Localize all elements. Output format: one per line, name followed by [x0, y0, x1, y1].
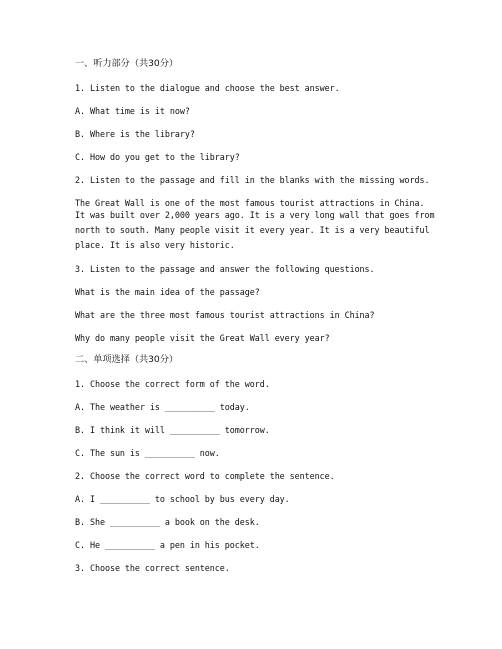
option-a: A. What time is it now? — [75, 106, 190, 116]
follow-up-question: Why do many people visit the Great Wall every year? — [75, 333, 330, 343]
section-heading-listening: 一、听力部分（共30分） — [75, 58, 178, 69]
question-1-instruction: 1. Choose the correct form of the word. — [75, 379, 270, 389]
question-2-instruction: 2. Choose the correct word to complete the sentence. — [75, 471, 335, 481]
option-c: C. The sun is __________ now. — [75, 448, 220, 458]
passage-line: It was built over 2,000 years ago. It is a very long wall that goes from — [75, 210, 435, 220]
option-a: A. The weather is __________ today. — [75, 402, 250, 412]
question-1-instruction: 1. Listen to the dialogue and choose the best answer. — [75, 83, 340, 93]
option-b: B. She __________ a book on the desk. — [75, 517, 260, 527]
passage-line: north to south. Many people visit it every year. It is a very beautiful — [75, 225, 430, 235]
question-2-instruction: 2. Listen to the passage and fill in the blanks with the missing words. — [75, 175, 430, 185]
option-c: C. How do you get to the library? — [75, 152, 240, 162]
option-c: C. He __________ a pen in his pocket. — [75, 540, 260, 550]
follow-up-question: What is the main idea of the passage? — [75, 287, 260, 297]
follow-up-question: What are the three most famous tourist attractions in China? — [75, 310, 375, 320]
passage-line: place. It is also very historic. — [75, 240, 235, 250]
section-heading-multiple-choice: 二、单项选择（共30分） — [75, 354, 178, 365]
option-b: B. I think it will __________ tomorrow. — [75, 425, 270, 435]
passage-line: The Great Wall is one of the most famous tourist attractions in China. — [75, 198, 425, 208]
question-3-instruction: 3. Choose the correct sentence. — [75, 563, 230, 573]
option-b: B. Where is the library? — [75, 129, 195, 139]
option-a: A. I __________ to school by bus every day. — [75, 494, 290, 504]
question-3-instruction: 3. Listen to the passage and answer the following questions. — [75, 264, 375, 274]
